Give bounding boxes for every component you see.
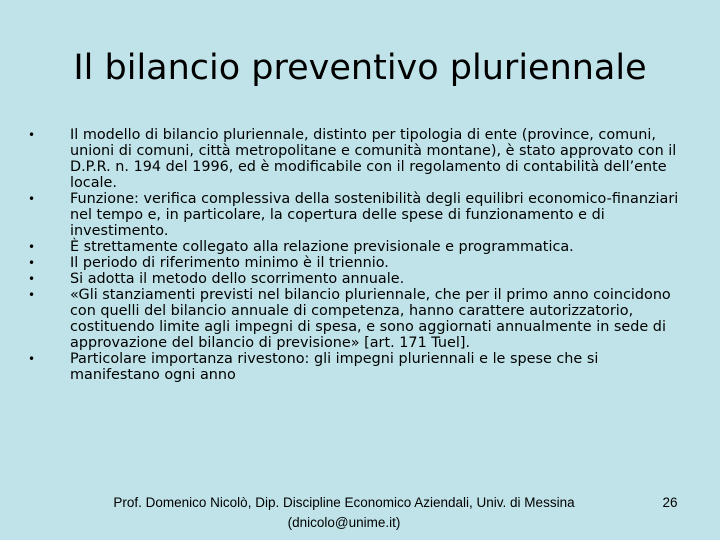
- bullet-item: [28, 191, 688, 239]
- bullet-list: [28, 127, 688, 383]
- bullet-text: È strettamente collegato alla relazione previsionale e programmatica.: [70, 239, 574, 255]
- bullet-text: Funzione: verifica complessiva della sostenibilità degli equilibri economico-finanziari nel tempo e, in particolare, la copertura delle spese di funzionamento e di investimento.: [70, 191, 679, 239]
- bullet-item: [28, 287, 688, 351]
- bullet-text: «Gli stanziamenti previsti nel bilancio pluriennale, che per il primo anno coincidono con quelli del bilancio annuale di competenza, hanno carattere autorizzatorio, costituendo limite agli impegni di spesa, e sono aggiornati annualmente in sede di approvazione del bilancio di previsione» [art. 171 Tuel].: [70, 287, 671, 351]
- footer-email: (dnicolo@unime.it): [287, 515, 401, 530]
- footer-author: Prof. Domenico Nicolò, Dip. Discipline Economico Aziendali, Univ. di Messina: [113, 495, 575, 510]
- slide-title: Il bilancio preventivo pluriennale: [73, 48, 647, 88]
- bullet-marker: •: [28, 128, 36, 142]
- page-number: 26: [662, 495, 678, 510]
- bullet-text: Particolare importanza rivestono: gli impegni pluriennali e le spese che si manifestano ogni anno: [70, 351, 599, 383]
- bullet-marker: •: [28, 256, 36, 270]
- bullet-marker: •: [28, 272, 36, 286]
- bullet-text: Si adotta il metodo dello scorrimento annuale.: [70, 271, 405, 287]
- bullet-item: [28, 127, 688, 191]
- bullet-marker: •: [28, 288, 36, 302]
- bullet-marker: •: [28, 240, 36, 254]
- bullet-text: Il periodo di riferimento minimo è il triennio.: [70, 255, 389, 271]
- bullet-marker: •: [28, 192, 36, 206]
- bullet-item: [28, 351, 688, 383]
- bullet-marker: •: [28, 352, 36, 366]
- bullet-item: [28, 255, 688, 271]
- bullet-item: [28, 271, 688, 287]
- footer: [80, 493, 608, 533]
- bullet-item: [28, 239, 688, 255]
- bullet-text: Il modello di bilancio pluriennale, distinto per tipologia di ente (province, comuni, unioni di comuni, città metropolitane e comunità montane), è stato approvato con il D.P.R. n. 194 del 1996, ed è modificabile con il regolamento di contabilità dell’ente locale.: [70, 127, 677, 191]
